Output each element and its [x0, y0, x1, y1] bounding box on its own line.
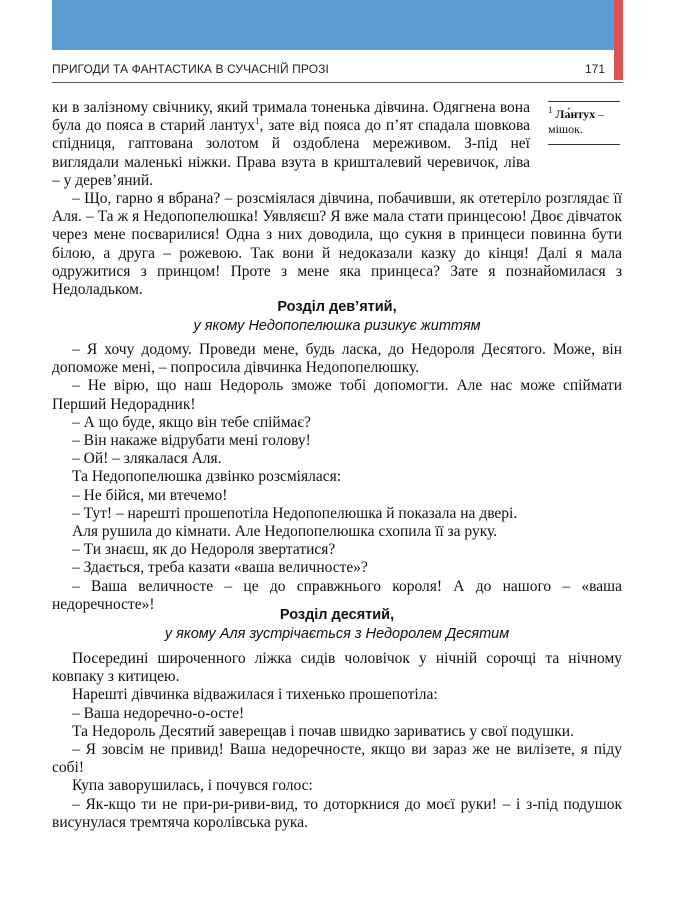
- chapter-9-paragraph: Аля рушила до кімнати. Але Недопопелюшка схопила її за руку.: [72, 523, 498, 541]
- chapter-9-paragraph: – Не вірю, що наш Недороль зможе тобі допомогти. Але нас може спіймати Перший Недорадник!: [52, 377, 622, 413]
- chapter-9-title: Розділ дев’ятий,: [277, 299, 397, 315]
- chapter-10-paragraph: – Як-кщо ти не при-ри-риви-вид, то доторкнися до моєї руки! – і з-під подушок висунулася тремтяча королівська рука.: [52, 795, 622, 831]
- chapter-10-paragraph: Купа заворушилась, і почувся голос:: [72, 777, 313, 795]
- page-edge-marker: [614, 0, 623, 80]
- chapter-10-paragraph: Посередині широченного ліжка сидів чоловічок у нічній сорочці та нічному ковпаку з китицею.: [52, 650, 622, 686]
- chapter-10-paragraph: – Ваша недоречно-о-осте!: [72, 704, 245, 722]
- footnote-definition: – мішок.: [548, 107, 605, 136]
- chapter-10-title: Розділ десятий,: [279, 607, 395, 623]
- chapter-10-paragraph: Нарешті дівчинка відважилася і тихенько прошепотіла:: [72, 686, 438, 704]
- footnote-ref: 1: [255, 116, 260, 127]
- chapter-9-paragraph: – Здається, треба казати «ваша величносте»?: [72, 559, 368, 577]
- chapter-9-subtitle: у якому Недопопелюшка ризикує життям: [193, 318, 481, 334]
- chapter-9-paragraph: – Не бійся, ми втечемо!: [72, 486, 228, 504]
- chapter-10-paragraph: Та Недороль Десятий заверещав і почав швидко зариватись у свої подушки.: [72, 722, 574, 740]
- chapter-9-paragraph: – Ваша величносте – це до справжнього короля! А до нашого – «ваша недоречносте»!: [52, 577, 622, 613]
- page-number: 171: [585, 62, 606, 76]
- header-divider: [52, 82, 623, 83]
- chapter-9-paragraph: – А що буде, якщо він тебе спіймає?: [72, 413, 311, 431]
- intro-paragraph-1: ки в залізному свічнику, який тримала тоненька дівчина. Одягнена вона була до пояса в старий лантух$^1$, зате від пояса до п’ят спадала шовкова спідниця, гаптована золотом й оздоблена мереживом. З-під неї виглядали маленькі ніжки. Права взута в кришталевий черевичок, ліва – у дерев’яний.: [52, 99, 530, 189]
- chapter-9-paragraph: – Він накаже відрубати мені голову!: [72, 432, 311, 450]
- intro-paragraph-2: – Що, гарно я вбрана? – розсміялася дівчина, побачивши, як отетеріло розглядає її Аля. – Та ж я Недопопелюшка! Уявляєш? Я вже мала стати принцесою! Двоє дівчаток через мене посварилися! Одна з них доводила, що сукня в принцеси повинна бути білою, а друга – рожевою. Так вони й недоказали казку до кінця! Далі я мала одружитися з принцом! Проте з мене яка принцеса? Зате я познайомилася з Недоладьком.: [52, 190, 622, 299]
- chapter-9-heading: [52, 298, 622, 336]
- chapter-10-paragraph: – Я зовсім не привид! Ваша недоречносте, якщо ви зараз же не вилізете, я піду собі!: [52, 741, 622, 777]
- chapter-10-heading: [52, 606, 622, 644]
- footnote: $^1$ Ла́нтух – мішок.: [548, 101, 620, 145]
- top-color-bar: [52, 0, 614, 50]
- chapter-10: [52, 606, 622, 832]
- chapter-10-subtitle: у якому Аля зустрічається з Недоролем Десятим: [164, 626, 510, 642]
- chapter-9-paragraph: – Я хочу додому. Проведи мене, будь ласка, до Недороля Десятого. Може, він допоможе мені, – попросила дівчинка Недопопелюшку.: [52, 341, 622, 377]
- intro-section: [52, 99, 622, 299]
- running-header: ПРИГОДИ ТА ФАНТАСТИКА В СУЧАСНІЙ ПРОЗІ: [52, 62, 329, 76]
- chapter-9-paragraph: – Ой! – злякалася Аля.: [72, 450, 222, 468]
- footnote-term: Ла́нтух: [555, 107, 596, 121]
- chapter-9-paragraph: Та Недопопелюшка дзвінко розсміялася:: [72, 468, 342, 486]
- chapter-9-paragraph: – Ти знаєш, як до Недороля звертатися?: [72, 541, 336, 559]
- chapter-9-paragraph: – Тут! – нарешті прошепотіла Недопопелюшка й показала на двері.: [72, 504, 518, 522]
- chapter-9: [52, 298, 622, 614]
